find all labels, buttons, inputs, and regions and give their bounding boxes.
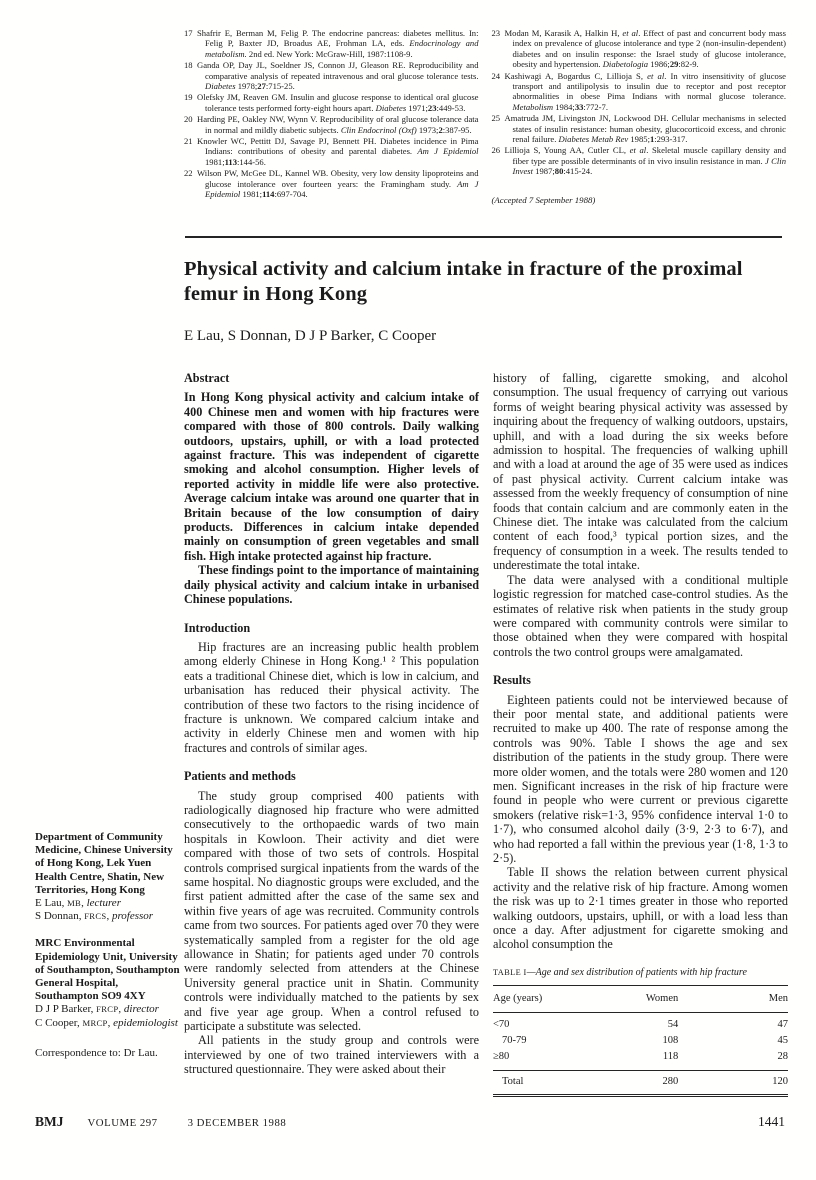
- table1-caption-label: TABLE I: [493, 967, 527, 977]
- table1-header-women: Women: [574, 986, 756, 1012]
- table1-caption-text: Age and sex distribution of patients with hip fracture: [535, 966, 747, 978]
- section-heading: Patients and methods: [184, 769, 296, 784]
- reference-item: 22 Wilson PW, McGee DL, Kannel WB. Obesity, very low density lipoproteins and glucose intolerance over fourteen years: the Framingham study. Am J Epidemiol 1981;114:697-704.: [184, 168, 479, 200]
- body-column-left: [184, 371, 479, 1097]
- affiliation-people: [35, 1003, 180, 1029]
- table1-caption: [493, 966, 788, 980]
- table-row: 70-79 108 45: [502, 1035, 788, 1047]
- author-credential: C Cooper, MRCP, epidemiologist: [35, 1016, 178, 1029]
- paragraph: Hip fractures are an increasing public health problem among elderly Chinese in Hong Kong.¹ ² This population eats a traditional Chinese diet, which is low in calcium, and urbanisation has reduced their physical activity. The contribution of these two factors to the rising incidence of fracture is unknown. We compared calcium intake and activity in elderly Chinese men and women with hip fractures and controls of similar ages.: [184, 639, 479, 755]
- accepted-note: (Accepted 7 September 1988): [491, 194, 596, 205]
- reference-item: 25 Amatruda JM, Livingston JN, Lockwood DH. Cellular mechanisms in selected states of insulin resistance: human obesity, glucocorticoid excess, and chronic renal failure. Diabetes Metab Rev 1985;1:293-317.: [491, 113, 786, 145]
- paragraph: Eighteen patients could not be interviewed because of their poor mental state, and additional patients were recruited to make up 400. The rate of response among the controls was 90%. Table I shows the age and sex distribution of the patients in the study group. There were more older women, and the totals were 280 women and 120 men. Significant increases in the risk of hip fracture were found in people who were current or previous cigarette smokers (relative risk=1·3, 95% confidence interval 1·0 to 1·7), who consumed alcohol daily (3·9, 2·3 to 6·7), and who had reported a fall within the previous year (1·8, 1·3 to 2·5).: [493, 692, 788, 865]
- paragraph: The study group comprised 400 patients with radiologically diagnosed hip fracture who were admitted consecutively to the orthopaedic wards of two main hospitals in Kowloon. Their activity and diet were compared with those of two sets of controls. Hospital controls comprised surgical inpatients from the wards of the same hospital. No diagnostic groups were excluded, and the first patient admitted after the case of the same sex and within five years of age was recruited. Community controls came from two sources. For patients aged over 70 they were systematically sampled from a register for the old age allowance in Shatin; for patients aged under 70 controls were randomly selected from attenders at the Chinese University general practice unit in Shatin. Community controls were individually matched to the patients by sex and five year age group. When a control refused to participate a substitute was selected.: [184, 788, 479, 1034]
- reference-item: 19 Olefsky JM, Reaven GM. Insulin and glucose response to identical oral glucose tolerance tests performed forty-eight hours apart. Diabetes 1971;23:449-53.: [184, 92, 479, 113]
- affiliations-sidebar: [35, 831, 180, 1060]
- paragraph: The data were analysed with a conditional multiple logistic regression for matched case-control studies. As the estimates of relative risk when patients in the study group were compared with community controls were similar to those obtained when they were compared with hospital controls the two control groups were amalgamated.: [493, 572, 788, 659]
- table1-body: [493, 1012, 788, 1070]
- reference-item: 18 Ganda OP, Day JL, Soeldner JS, Connon JJ, Gleason RE. Reproducibility and comparative analysis of repeated intravenous and oral glucose tolerance tests. Diabetes 1978;27:715-25.: [184, 60, 479, 92]
- body-column-right-text: [493, 371, 788, 952]
- article-title: Physical activity and calcium intake in fracture of the proximal femur in Hong Kong: [184, 258, 743, 305]
- issue-date: 3 DECEMBER 1988: [187, 1117, 287, 1129]
- references-column-left: [184, 28, 479, 205]
- correspondence-note: Correspondence to: Dr Lau.: [35, 1046, 158, 1059]
- page-number: 1441: [758, 1114, 785, 1129]
- reference-item: 17 Shafrir E, Berman M, Felig P. The endocrine pancreas: diabetes mellitus. In: Felig P, Baxter JD, Broadus AE, Frohman LA, eds. Endocrinology and metabolism. 2nd ed. New York: McGraw-Hill, 1987:1108-9.: [184, 28, 479, 59]
- paragraph: In Hong Kong physical activity and calcium intake of 400 Chinese men and women with hip fractures were compared with those of 800 controls. Daily walking outdoors, upstairs, uphill, or with a load protected against fracture. This was independent of cigarette smoking and alcohol consumption. Higher levels of reported activity in middle life were also protective. Average calcium intake was around one quarter that in Britain because of the low consumption of dairy products. Differences in calcium intake depended mainly on consumption of green vegetables and small fish. High intake protected against hip fracture.: [184, 390, 479, 563]
- paragraph: Table II shows the relation between current physical activity and the relative risk of hip fracture. Among women the risk was up to 2·1 times greater in those who reported walking outdoors, upstairs, uphill, or with a load less than once a day. After adjustment for cigarette smoking and alcohol consumption the: [493, 865, 788, 952]
- table1-total-men: 120: [756, 1070, 788, 1095]
- paragraph: All patients in the study group and controls were interviewed by one of two trained interviewers with a structured questionnaire. They were asked about their: [184, 1033, 479, 1077]
- table1-block: [493, 966, 788, 1097]
- table-row: ≥80 118 28: [493, 1051, 788, 1063]
- section-divider-rule: [185, 236, 782, 238]
- table1-header-men: Men: [756, 986, 788, 1012]
- reference-item: 23 Modan M, Karasik A, Halkin H, et al. Effect of past and concurrent body mass index on prevalence of glucose intolerance and type 2 (non-insulin-dependent) diabetes and on insulin response: the Israel study of glucose intolerance, obesity and hypertension. Diabetologia 1986;29:82-9.: [491, 28, 786, 70]
- section-heading: Results: [493, 673, 531, 688]
- table-row: <70 54 47: [493, 1018, 788, 1030]
- table1-total-row: [493, 1070, 788, 1095]
- references-section: [184, 28, 786, 205]
- author-credential: S Donnan, FRCS, professor: [35, 910, 154, 923]
- section-heading: Introduction: [184, 620, 251, 635]
- affiliation-block: [35, 937, 180, 1029]
- table1-total-label: Total: [493, 1070, 574, 1095]
- table1-header-age: Age (years): [493, 986, 574, 1012]
- page-footer: [35, 1114, 785, 1130]
- reference-item: 21 Knowler WC, Pettitt DJ, Savage PJ, Bennett PH. Diabetes incidence in Pima Indians: contributions of obesity and parental diabetes. Am J Epidemiol 1981;113:144-56.: [184, 136, 479, 167]
- volume-label: VOLUME 297: [87, 1117, 158, 1129]
- table1-total-women: 280: [574, 1070, 756, 1095]
- author-credential: D J P Barker, FRCP, director: [35, 1003, 159, 1016]
- reference-item: 24 Kashiwagi A, Bogardus C, Lillioja S, et al. In vitro insensitivity of glucose transport and antilipolysis to insulin due to receptor and post receptor abnormalities in obese Pima Indians with normal glucose tolerance. Metabolism 1984;33:772-7.: [491, 70, 786, 112]
- reference-item: 20 Harding PE, Oakley NW, Wynn V. Reproducibility of oral glucose tolerance data in normal and mildly diabetic subjects. Clin Endocrinol (Oxf) 1973;2:387-95.: [184, 114, 479, 135]
- references-column-right: [492, 28, 787, 205]
- article-body: [184, 371, 788, 1097]
- reference-item: 26 Lillioja S, Young AA, Cutler CL, et al. Skeletal muscle capillary density and fiber type are possible determinants of in vivo insulin resistance in man. J Clin Invest 1987;80:415-24.: [491, 145, 786, 177]
- section-heading: Abstract: [184, 371, 230, 385]
- author-credential: E Lau, MB, lecturer: [35, 897, 121, 910]
- affiliation-people: [35, 897, 180, 923]
- journal-name: BMJ: [35, 1114, 64, 1129]
- affiliation-address: MRC Environmental Epidemiology Unit, University of Southampton, Southampton General Hospital, Southampton SO9 4XY: [35, 937, 180, 1003]
- affiliation-address: Department of Community Medicine, Chinese University of Hong Kong, Lek Yuen Health Centre, Shatin, New Territories, Hong Kong: [35, 831, 173, 896]
- table1-caption-separator: —: [526, 966, 536, 978]
- affiliation-block: [35, 831, 180, 923]
- table1-header-row: [493, 986, 788, 1012]
- paragraph: history of falling, cigarette smoking, and alcohol consumption. The usual frequency of carrying out various forms of weight bearing physical activity was assessed by inquiring about the frequency of walking outdoors, upstairs, uphill, and with a load during the six weeks before admission to hospital. The frequencies of walking uphill and with a load at around the age of 35 were used as indices of past physical activity. Current calcium intake was assessed from the weekly frequency of consumption of nine foods that contain calcium and are commonly eaten in the Chinese diet. The intake was calculated from the calcium content of each food,³ typical portion sizes, and the frequency of consumption in a week. The results tended to underestimate the total intake.: [493, 371, 788, 573]
- body-column-right: [493, 371, 788, 1097]
- table1: [493, 985, 788, 1097]
- article-authors: E Lau, S Donnan, D J P Barker, C Cooper: [184, 328, 437, 344]
- paragraph: These findings point to the importance of maintaining daily physical activity and calcium intake in urbanised Chinese populations.: [184, 563, 479, 607]
